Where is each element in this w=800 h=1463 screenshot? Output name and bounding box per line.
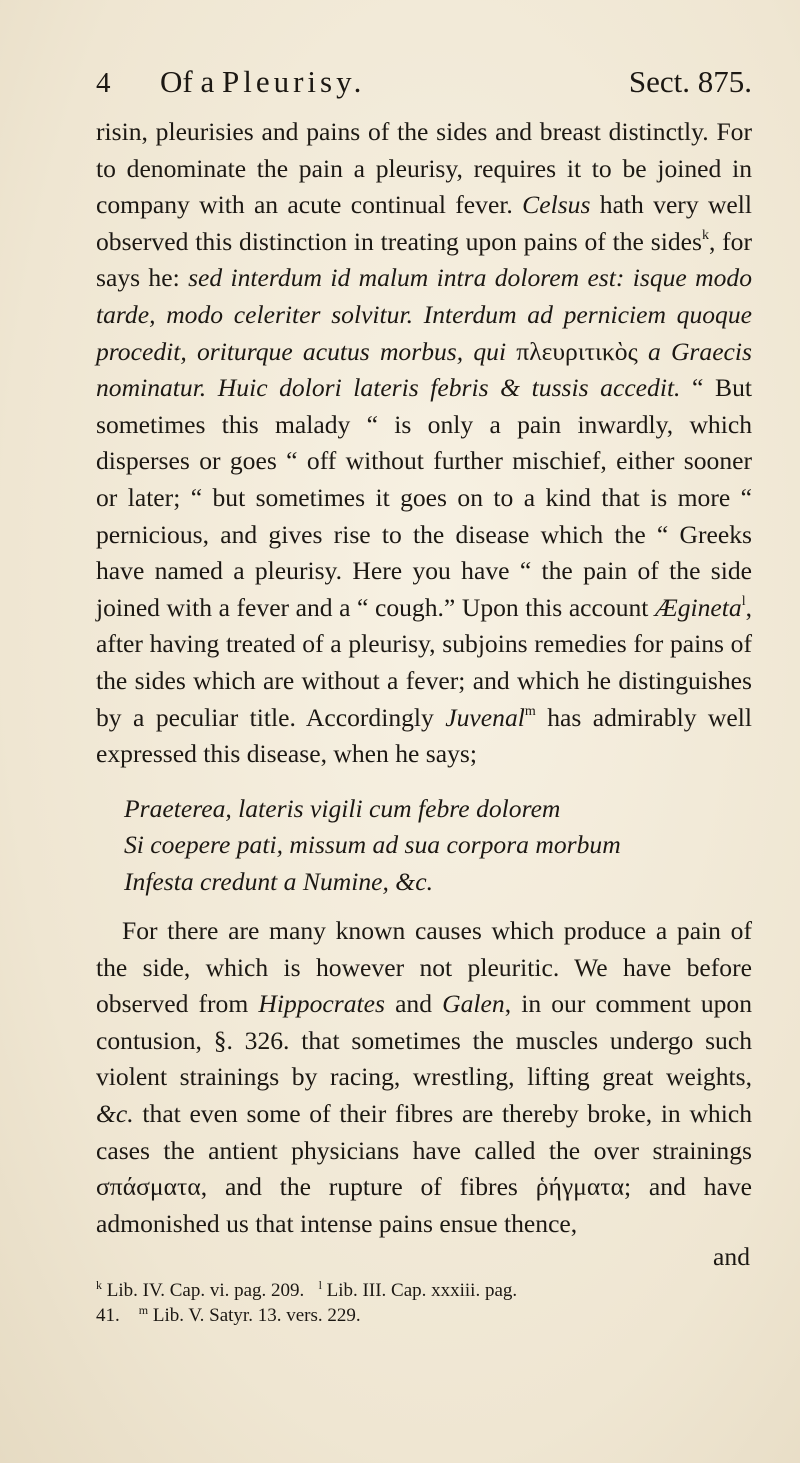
footnote-k: Lib. IV. Cap. vi. pag. 209.: [106, 1280, 305, 1302]
p1-italic-aegineta: Ægineta: [654, 592, 742, 622]
running-title-prefix: Of a: [160, 64, 215, 99]
p2-text-5: , and the rupture of fibres: [200, 1172, 518, 1202]
p1-text-2: hath very well observed this distinction in treating upon pains of the sides: [96, 190, 753, 256]
p2-text-2: and: [395, 989, 433, 1019]
p1-text-1: risin, pleurisies and pains of the sides and breast distinctly. For to denominate the pain a pleurisy, requires it to be joined in company with an acute continual fever.: [96, 117, 752, 220]
running-title-caps: Pleurisy.: [221, 64, 366, 99]
p1-translation: “ But sometimes this malady “ is only a pain inwardly, which disperses or goes “ off without further mischief, either sooner or later; “ but sometimes it goes on to a kind that is more “ pernicious, and gives rise to the disease which the “ Greeks have named a pleurisy. Here you have “ the pain of the side joined with a fever and a “ cough.” Upon this account: [96, 373, 752, 622]
footnote-l: Lib. III. Cap. xxxiii. pag.: [326, 1280, 518, 1302]
verse-line: Praeterea, lateris vigili cum febre dolorem: [124, 793, 561, 823]
p1-text-5: , after having treated of a pleurisy, subjoins remedies for pains of the sides which are without a fever; and which he distinguishes by a peculiar title. Accordingly: [96, 592, 752, 732]
p2-greek-2: ῥήγματα: [535, 1172, 624, 1202]
footnote-mark-l: l: [318, 1278, 322, 1293]
p2-italic-etc: &c.: [96, 1099, 134, 1129]
footnote-mark-k: k: [96, 1278, 102, 1293]
paragraph-2: [96, 913, 752, 1242]
p1-greek-word: πλευριτικὸς: [516, 336, 638, 366]
running-title: [160, 64, 629, 100]
footnote-ref-l: l: [741, 593, 746, 609]
footnote-ref-m: m: [524, 703, 536, 719]
p1-text-6: has admirably well expressed this disease, when he says;: [96, 702, 752, 769]
paragraph-1: [96, 114, 752, 773]
section-number: Sect. 875.: [628, 64, 752, 99]
page-header: [96, 64, 752, 106]
page-number: 4: [96, 67, 111, 99]
p1-latin-quote: sed interdum id malum intra dolorem est: isque modo tarde, modo celeriter solvitur. Interdum ad perniciem quoque procedit, oriturque acutus morbus, qui: [96, 263, 753, 366]
p2-text-1: For there are many known causes which produce a pain of the side, which is however not pleuritic. We have before observed from: [96, 916, 752, 1019]
verse-quotation: [124, 791, 752, 901]
catchword: and: [713, 1242, 750, 1272]
p2-text-3: , in our comment upon contusion, §. 326. that sometimes the muscles undergo such violent strainings by racing, wrestling, lifting great weights,: [96, 989, 753, 1092]
footnote-line-2: [96, 1303, 752, 1328]
footnote-line-1: [96, 1278, 752, 1303]
verse-line: Si coepere pati, missum ad sua corpora morbum: [124, 830, 621, 860]
p2-text-6: ; and have admonished us that intense pains ensue thence,: [96, 1172, 752, 1238]
footnote-ref-k: k: [701, 227, 709, 243]
p2-greek-1: σπάσματα: [96, 1172, 201, 1202]
p2-italic-hippocrates: Hippocrates: [258, 989, 385, 1019]
p1-text-3: , for says he:: [96, 226, 753, 293]
footnote-l-continued: 41.: [96, 1305, 120, 1327]
p2-italic-galen: Galen: [442, 989, 505, 1019]
p1-italic-celsus: Celsus: [522, 190, 591, 220]
p1-italic-juvenal: Juvenal: [445, 702, 525, 732]
footnote-m: Lib. V. Satyr. 13. vers. 229.: [152, 1305, 361, 1327]
verse-line: Infesta credunt a Numine, &c.: [124, 867, 433, 897]
footnotes: [96, 1278, 752, 1328]
footnote-mark-m: m: [138, 1303, 149, 1318]
p1-latin-quote-2: a Graecis nominatur. Huic dolori lateris febris & tussis accedit.: [96, 336, 752, 403]
p2-text-4: that even some of their fibres are thereby broke, in which cases the antient physicians have called the over strainings: [96, 1099, 752, 1165]
